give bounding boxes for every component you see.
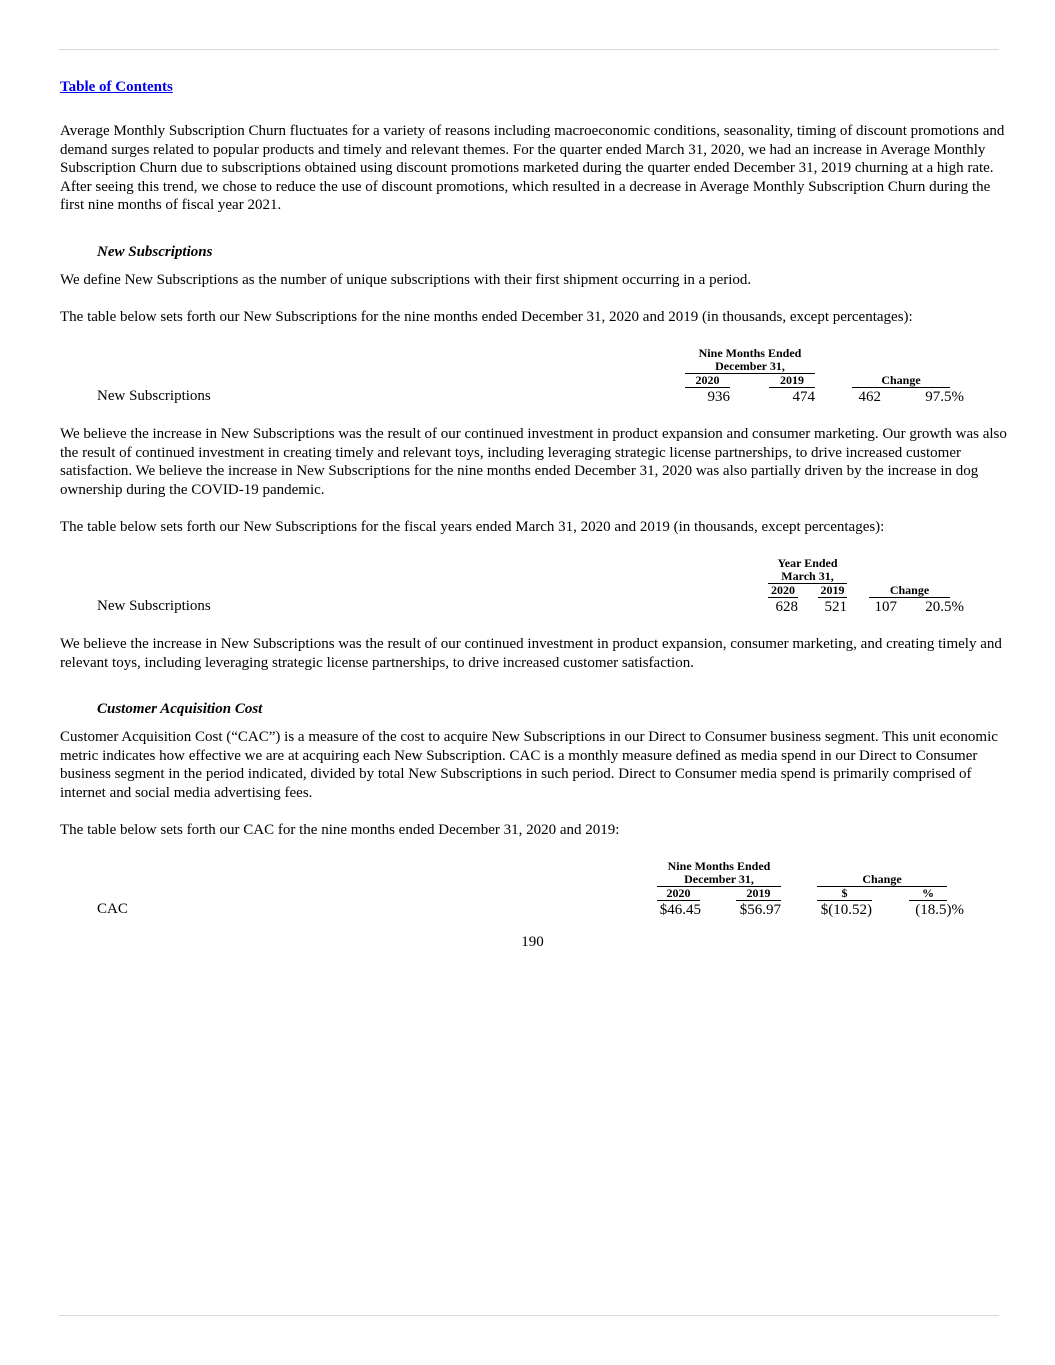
table1-col-2020: 2020 bbox=[695, 373, 720, 387]
cac-period-line1: Nine Months Ended bbox=[667, 859, 771, 873]
new-subscriptions-analysis-2: We believe the increase in New Subscriptions was the result of our continued investment in product expansion, consumer marketing, and creating timely and relevant toys, including leveraging strategic license partnerships, to drive increased customer satisfaction. bbox=[60, 636, 1002, 671]
cac-value-2020: $46.45 bbox=[659, 902, 701, 918]
cac-change-abs: $(10.52) bbox=[820, 902, 872, 918]
table2-period-line2: March 31, bbox=[781, 569, 834, 583]
top-divider bbox=[59, 49, 999, 50]
table2-change-pct: 20.5% bbox=[925, 599, 964, 615]
table1-change-abs: 462 bbox=[858, 389, 881, 405]
table2-row-label: New Subscriptions bbox=[97, 598, 211, 614]
page-number: 190 bbox=[521, 934, 544, 950]
cac-period-line2: December 31, bbox=[684, 872, 754, 886]
table2-value-2019: 521 bbox=[824, 599, 847, 615]
bottom-divider bbox=[59, 1315, 999, 1316]
table1-value-2020: 936 bbox=[707, 389, 730, 405]
table-of-contents-link[interactable]: Table of Contents bbox=[60, 79, 173, 95]
new-subscriptions-definition: We define New Subscriptions as the number of unique subscriptions with their first shipment occurring in a period. bbox=[60, 272, 752, 288]
cac-col-change: Change bbox=[862, 872, 902, 886]
cac-table-intro: The table below sets forth our CAC for the nine months ended December 31, 2020 and 2019: bbox=[60, 822, 620, 838]
table1-row-label: New Subscriptions bbox=[97, 388, 211, 404]
table1-col-change: Change bbox=[881, 373, 921, 387]
cac-col-2019: 2019 bbox=[746, 886, 771, 900]
table2-col-change: Change bbox=[889, 583, 930, 597]
new-subscriptions-analysis-1: We believe the increase in New Subscriptions was the result of our continued investment in product expansion and consumer marketing. Our growth was also the result of continued investment in creating timely and relevant toys, including leveraging strategic license partnerships, to drive increased customer satisfaction. We believe the increase in New Subscriptions for the nine months ended December 31, 2020 was also partially driven by the increase in dog ownership during the COVID-19 pandemic. bbox=[60, 426, 1007, 498]
cac-value-2019: $56.97 bbox=[739, 902, 781, 918]
table1-period-line1: Nine Months Ended bbox=[698, 346, 802, 360]
table2-col-2020: 2020 bbox=[771, 583, 795, 597]
table2-intro: The table below sets forth our New Subscriptions for the fiscal years ended March 31, 2020 and 2019 (in thousands, except percentages): bbox=[60, 519, 885, 535]
cac-change-pct: (18.5)% bbox=[915, 902, 964, 918]
cac-col-dollar: $ bbox=[841, 886, 848, 900]
cac-row-label: CAC bbox=[97, 901, 128, 917]
table2-period-line1: Year Ended bbox=[777, 556, 838, 570]
table1-col-2019: 2019 bbox=[780, 373, 804, 387]
table1-period-line2: December 31, bbox=[715, 359, 785, 373]
cac-definition: Customer Acquisition Cost (“CAC”) is a measure of the cost to acquire New Subscriptions in our Direct to Consumer business segment. This unit economic metric indicates how effective we are at acquiring each New Subscription. CAC is a monthly measure defined as media spend in our Direct to Consumer business segment in the period indicated, divided by total New Subscriptions in such period. Direct to Consumer media spend is primarily comprised of internet and social media advertising fees. bbox=[60, 729, 998, 801]
table1-change-pct: 97.5% bbox=[925, 389, 964, 405]
cac-heading: Customer Acquisition Cost bbox=[97, 701, 263, 717]
table1-intro: The table below sets forth our New Subscriptions for the nine months ended December 31, 2020 and 2019 (in thousands, except percentages): bbox=[60, 309, 913, 325]
new-subscriptions-heading: New Subscriptions bbox=[97, 244, 213, 260]
intro-paragraph: Average Monthly Subscription Churn fluctuates for a variety of reasons including macroeconomic conditions, seasonality, timing of discount promotions and demand surges related to popular products and timely and relevant themes. For the quarter ended March 31, 2020, we had an increase in Average Monthly Subscription Churn due to subscriptions obtained using discount promotions marketed during the quarter ended December 31, 2019 churning at a high rate. After seeing this trend, we chose to reduce the use of discount promotions, which resulted in a decrease in Average Monthly Subscription Churn during the first nine months of fiscal year 2021. bbox=[60, 123, 1005, 213]
table2-change-abs: 107 bbox=[874, 599, 897, 615]
table1-value-2019: 474 bbox=[792, 389, 815, 405]
table2-value-2020: 628 bbox=[775, 599, 798, 615]
cac-col-2020: 2020 bbox=[666, 886, 691, 900]
cac-col-pct: % bbox=[922, 886, 934, 900]
table2-col-2019: 2019 bbox=[820, 583, 845, 597]
